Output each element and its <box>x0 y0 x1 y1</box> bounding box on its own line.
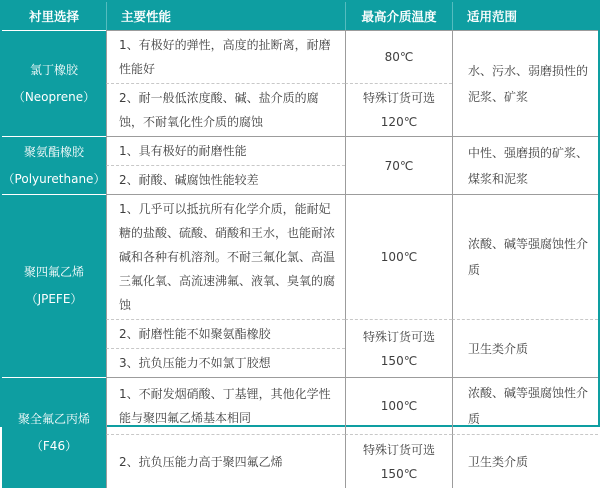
application-cell: 卫生类介质 <box>452 434 598 488</box>
material-code: （Neoprene） <box>12 89 96 104</box>
performance-cell: 1、不耐发烟硝酸、丁基锂，其他化学性能与聚四氟乙烯基本相同 <box>106 377 345 434</box>
performance-cell: 1、几乎可以抵抗所有化学介质，能耐妃糖的盐酸、硫酸、硝酸和王水，也能耐浓碱和各种有机溶剂。不耐三氟化氯、高温三氟化氧、高流速沸氟、液氧、臭氧的腐蚀 <box>106 194 345 319</box>
temp-note: 特殊订货可选 <box>362 442 435 457</box>
material-name: 氯丁橡胶 <box>29 62 78 77</box>
temperature-cell: 100℃ <box>345 377 452 434</box>
temperature-cell: 100℃ <box>345 194 452 319</box>
application-cell: 浓酸、碱等强腐蚀性介质 <box>452 377 598 434</box>
table-row <box>2 30 598 83</box>
temp-note: 特殊订货可选 <box>362 329 435 344</box>
table-row <box>2 377 598 434</box>
material-cell-polyurethane <box>2 136 106 194</box>
table-row <box>2 136 598 165</box>
temp-value: 120℃ <box>380 115 418 129</box>
temperature-cell <box>345 434 452 488</box>
material-name: 聚氨酯橡胶 <box>23 144 84 159</box>
temperature-cell <box>345 83 452 136</box>
temp-note: 特殊订货可选 <box>362 91 435 105</box>
temp-value: 150℃ <box>380 353 418 368</box>
temperature-cell: 70℃ <box>345 136 452 194</box>
performance-cell: 3、抗负压能力不如氯丁胶想 <box>106 348 345 377</box>
performance-cell: 1、有极好的弹性，高度的扯断离，耐磨性能好 <box>106 30 345 83</box>
header-performance: 主要性能 <box>106 2 345 30</box>
material-code: （JPEFE） <box>25 292 83 306</box>
material-cell-ptfe <box>2 194 106 377</box>
performance-cell: 1、具有极好的耐磨性能 <box>106 136 345 165</box>
application-cell: 中性、强磨损的矿浆、煤浆和泥浆 <box>452 136 598 194</box>
material-name: 聚全氟乙丙烯 <box>17 412 90 426</box>
header-lining: 衬里选择 <box>2 2 106 30</box>
material-cell-f46 <box>2 377 106 488</box>
application-cell: 浓酸、碱等强腐蚀性介质 <box>452 194 598 319</box>
material-code: （F46） <box>30 439 78 453</box>
application-cell: 水、污水、弱磨损性的泥浆、矿浆 <box>452 30 598 136</box>
performance-cell: 2、抗负压能力高于聚四氟乙烯 <box>106 434 345 488</box>
header-max-temp: 最高介质温度 <box>345 2 452 30</box>
temperature-cell: 80℃ <box>345 30 452 83</box>
application-cell: 卫生类介质 <box>452 319 598 377</box>
header-application: 适用范围 <box>452 2 598 30</box>
temperature-cell <box>345 319 452 377</box>
header-row <box>2 2 598 30</box>
performance-cell: 2、耐一般低浓度酸、碱、盐介质的腐蚀，不耐氧化性介质的腐蚀 <box>106 83 345 136</box>
performance-cell: 2、耐磨性能不如聚氨酯橡胶 <box>106 319 345 348</box>
material-cell-neoprene <box>2 30 106 136</box>
performance-cell: 2、耐酸、碱腐蚀性能较差 <box>106 165 345 194</box>
material-code: （Polyurethane） <box>2 171 106 186</box>
spec-table <box>2 2 598 488</box>
table-row <box>2 194 598 319</box>
temp-value: 150℃ <box>380 466 418 481</box>
material-name: 聚四氟乙烯 <box>23 265 84 279</box>
